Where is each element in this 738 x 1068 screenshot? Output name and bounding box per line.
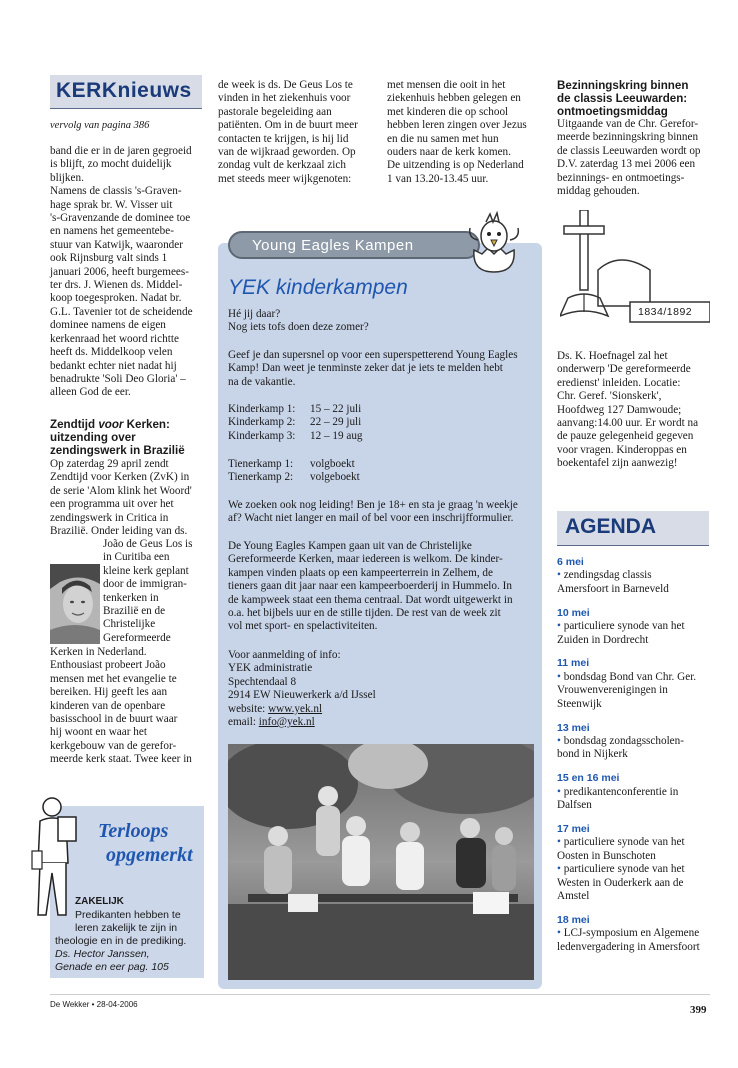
text-line: meerde kerk staat. Twee keer in [50,753,192,766]
agenda-line: Westen in Ouderkerk aan de [557,876,684,889]
text-line: van de wijkraad geworden. Op [218,146,356,159]
yek-title: YEK kinderkampen [228,276,408,299]
text-line: kinderen van de openbare [50,699,166,712]
text-line: ziekenhuis hebben gelegen en [387,92,521,105]
text-line: zendingswerk in Critica in [50,511,169,524]
text-line: hage sprak br. W. Visser uit [50,198,173,211]
text-line: Bezinningskring binnen [557,79,689,92]
terloops-label: ZAKELIJK [75,896,124,907]
text-line: kleine kerk geplant [103,564,189,577]
zendtijd-heading [50,418,210,457]
text-line: met mensen die ooit in het [387,79,506,91]
text-line: heeft ds. Middelkoop velen [50,346,173,359]
text-line: eredienst' inleiden. Locatie: [557,376,681,389]
text-line: De Young Eagles Kampen gaan uit van de Christelijke [228,540,472,552]
text-line: en namens het gemeentebe- [50,225,174,238]
agenda-date: 15 en 16 mei [557,772,620,785]
agenda-item [557,772,722,812]
text-line: ouders naar de kerk komen. [387,146,511,159]
zendtijd-heading-part: Kerken: [123,418,170,431]
agenda-date: 18 mei [557,913,590,926]
agenda-item [557,607,722,647]
agenda-item [557,657,722,711]
col3-top-text [387,79,547,186]
text-line: is blijft, zo mocht duidelijk [50,158,172,171]
text-line: vol met sport- en spelactiviteiten. [228,620,378,633]
text-line: Gereformeerde Kerken, maar iedereen is welkom. De kinder- [228,553,503,566]
text-line: Christelijke [103,618,156,631]
text-line: de classis Leeuwarden: [557,92,688,105]
agenda-line: Amstel [557,890,590,903]
text-line: Kerken in Nederland. [50,646,147,658]
bullet-icon: • [557,670,564,683]
zendtijd-heading-line3: zendingswerk in Brazilië [50,444,185,457]
kerknieuws-title: KERKnieuws [56,79,192,102]
yek-paragraph-1 [228,349,538,389]
agenda-date: 6 mei [557,556,584,568]
text-line: af? Wacht niet langer en mail of bel voor een inschrijfformulier. [228,512,514,525]
text-line: met steeds meer wijkgenoten: [218,172,352,185]
text-line: Namens de classis 's-Graven- [50,185,182,198]
text-line: Ds. K. Hoefnagel zal het [557,350,668,362]
zendtijd-heading-italic: voor [98,418,124,431]
text-line: januari 2006, heeft burgemees- [50,265,189,278]
page-number: 399 [690,1004,707,1016]
text-line: aanvang:14.00 uur. Er wordt na [557,417,699,430]
text-line: alleen God de eer. [50,386,131,399]
footer-rule [50,994,710,995]
text-line: João de Geus Los is [103,538,193,550]
text-line: boekentafel zijn aanwezig! [557,457,678,470]
text-line: 's-Gravenzande de dominee toe [50,212,191,225]
email-label: email: [228,716,259,729]
text-line: 1 van 13.20-13.45 uur. [387,172,489,185]
yek-intro [228,308,538,335]
footer-publication: De Wekker • 28-04-2006 [50,1000,138,1009]
text-line: basisschool in de buurt waar [50,713,178,726]
text-line: bereiken. Hij geeft les aan [50,686,168,699]
bezinning-text2 [557,350,722,471]
text-line: kerkgebouw van de gerefor- [50,739,177,752]
campers-photo-image [228,744,534,980]
bullet-icon: • [557,927,564,940]
text-line: de kampweek staat een thema centraal. Dat wordt uitgewerkt in [228,593,513,606]
agenda-item [557,556,722,596]
text-line: hebben leren zingen over Jezus [387,119,527,132]
bullet-icon: • [557,863,564,876]
text-line: tenkerken in [103,591,159,604]
text-line: De uitzending is op Nederland [387,159,524,172]
camp-row [228,458,428,471]
camp-list [228,403,428,443]
text-line: stuur van Katwijk, waaronder [50,238,183,251]
agenda-date: 11 mei [557,657,590,670]
yek-banner [228,231,480,259]
agenda-line: • particuliere synode van het [557,836,685,849]
text-line: kerkenraad het woord richtte [50,332,179,345]
agenda-date: 17 mei [557,823,590,835]
tiener-list [228,458,428,485]
agenda-line: Steenwijk [557,697,602,710]
text-line: pastorale begeleiding aan [218,105,332,118]
agenda-line: • predikantenconferentie in [557,785,679,798]
text-line: bedankt echter niet nadat hij [50,359,177,372]
website-link[interactable]: www.yek.nl [268,702,323,715]
camp-date: volgeboekt [310,471,360,484]
camp-date: volgboekt [310,458,355,470]
yek-email-line [228,716,538,729]
bezinning-heading [557,79,717,118]
text-line: Kamp! Dan weet je tenminste zeker dat je iets te melden hebt [228,362,503,375]
text-line: de week is ds. De Geus Los te [218,79,353,91]
text-line: de pauze gelegenheid gegeven [557,430,694,443]
agenda-line: Vrouwenverenigingen in [557,684,668,697]
camp-name: Tienerkamp 2: [228,471,294,484]
text-line: Enthousiast probeert João [50,659,166,672]
agenda-line: bond in Nijkerk [557,748,628,761]
text-line: Zendtijd voor Kerken (ZvK) in [50,471,190,484]
yek-paragraph-3 [228,540,538,634]
agenda-line: • bondsdag zondagsscholen- [557,734,684,747]
text-line: bezinnings- en ontmoetings- [557,171,685,184]
agenda-item [557,823,722,903]
text-line: Voor aanmelding of info: [228,649,341,661]
text-line: de serie 'Alom klink het Woord' [50,484,192,497]
yek-paragraph-2 [228,499,538,526]
bullet-icon: • [557,620,564,633]
text-line: zondag vult de kerkzaal zich [218,159,346,172]
eagle-chick-icon [466,210,522,279]
camp-date: 22 – 29 juli [310,416,362,429]
text-line: benadrukte 'Soli Deo Gloria' – [50,372,186,385]
bullet-icon: • [557,734,564,747]
camp-row [228,430,428,443]
agenda-line: • zendingsdag classis [557,569,652,582]
text-line: We zoeken ook nog leiding! Ben je 18+ en sta je graag 'n weekje [228,499,518,511]
zendtijd-heading-part: Zendtijd [50,418,99,431]
camp-date: 15 – 22 juli [310,403,362,415]
agenda-line: • particuliere synode van het [557,863,685,876]
text-line: patiënten. Om in de buurt meer [218,119,358,132]
text-line: D.V. zaterdag 13 mei 2006 een [557,158,696,171]
agenda-line: • bondsdag Bond van Chr. Ger. [557,670,697,683]
text-line: koop toegesproken. Nadat br. [50,292,182,305]
text-line: voor vragen. Kinderoppas en [557,443,687,456]
text-line: Nog iets tofs doen deze zomer? [228,321,369,334]
agenda-item [557,914,722,954]
text-line: Brazilië en de [103,605,166,618]
camp-name: Kinderkamp 2: [228,416,296,429]
text-line: Hé jij daar? [228,308,281,320]
text-line: Hoofdweg 127 Damwoude; [557,403,682,416]
text-line: 2914 EW Nieuwerkerk a/d IJssel [228,689,376,702]
text-line: hij woont en waar het [50,726,147,739]
camp-name: Tienerkamp 1: [228,458,294,470]
bullet-icon: • [557,785,564,798]
text-line: Geef je dan supersnel op voor een superspetterend Young Eagles [228,349,518,361]
text-line: onderwerp 'De gereformeerde [557,363,691,376]
kerknieuws-header [50,75,202,109]
yek-banner-text: Young Eagles Kampen [252,237,414,254]
yek-contact [228,649,538,729]
text-line: door de immigran- [103,578,187,591]
agenda-date: 13 mei [557,721,590,734]
agenda-title: AGENDA [565,515,657,538]
camp-row [228,471,428,484]
terloops-title-2: opgemerkt [106,844,193,866]
bezinning-text [557,118,722,198]
text-line: in Curitiba een [103,551,170,564]
kerknieuws-para1 [50,145,210,400]
terloops-source-2: Genade en eer pag. 105 [55,961,169,973]
camp-date: 12 – 19 aug [310,429,363,442]
agenda-date: 10 mei [557,606,590,619]
agenda-line: • particuliere synode van het [557,620,685,633]
terloops-quote-a [75,909,205,935]
portrait-image [50,564,100,644]
portrait-photo [50,564,100,644]
text-line: een programma uit over het [50,498,174,511]
text-line: en die nu samen met hun [387,132,499,145]
text-line: Op zaterdag 29 april zendt [50,458,169,470]
text-line: kampen vinden plaats op een kampeerterrein in Zelhem, de [228,566,493,579]
camp-row [228,416,428,429]
camp-row [228,403,428,416]
logo-year: 1834/1892 [638,306,693,318]
email-link[interactable]: info@yek.nl [258,716,315,729]
text-line: Spechtendaal 8 [228,675,297,688]
campers-photo [228,744,534,980]
agenda-line: • LCJ-symposium en Algemene [557,927,700,940]
agenda-line: Dalfsen [557,799,592,812]
text-line: vinden in het ziekenhuis voor [218,92,351,105]
text-line: meerde bezinningskring binnen [557,131,699,144]
zendtijd-heading-line2: uitzending over [50,431,136,444]
text-line: contacten te krijgen, is hij lid [218,132,349,145]
text-line: na de vakantie. [228,375,296,388]
text-line: Chr. Geref. 'Sionskerk', [557,390,662,403]
agenda-list [557,556,722,965]
agenda-line: Zuiden in Dordrecht [557,633,649,646]
text-line: Gereformeerde [103,631,171,644]
terloops-source-1: Ds. Hector Janssen, [55,948,150,960]
vervolg-note: vervolg van pagina 386 [50,120,150,131]
text-line: middag gehouden. [557,185,640,198]
text-line: ter drs. J. Wienen ds. Middel- [50,279,183,292]
agenda-line: Amersfoort in Barneveld [557,582,669,595]
camp-name: Kinderkamp 3: [228,429,296,442]
zendtijd-para-end [50,646,210,767]
text-line: ook Rijnsburg valt sinds 1 [50,252,168,265]
text-line: o.a. het bijbels uur en de stille tijden. De rest van de week zit [228,607,501,620]
text-line: ontmoetingsmiddag [557,105,668,118]
bullet-icon: • [557,836,564,849]
camp-name: Kinderkamp 1: [228,403,296,415]
church-logo [560,210,710,340]
agenda-item [557,722,722,762]
yek-contact-lines [228,649,538,703]
text-line: met kinderen die op school [387,105,509,118]
terloops-line: leren zakelijk te zijn in [75,922,178,934]
col2-top-text [218,79,383,186]
text-line: de classis Leeuwarden wordt op [557,144,701,157]
agenda-line: ledenvergadering in Amersfoort [557,940,700,953]
text-line: blijken. [50,171,84,184]
text-line: mensen met het evangelie te [50,672,177,685]
agenda-header [557,511,709,546]
reading-man-icon [30,793,80,928]
bullet-icon: • [557,569,564,582]
zendtijd-para-full [50,458,210,538]
agenda-line: Oosten in Bunschoten [557,849,656,862]
text-line: band die er in de jaren gegroeid [50,145,192,157]
text-line: Brazilië. Onder leiding van ds. [50,525,188,538]
text-line: Uitgaande van de Chr. Gerefor- [557,118,699,130]
terloops-line: Predikanten hebben te [75,909,181,921]
text-line: G.L. Tavenier tot de scheidende [50,305,193,318]
terloops-quote-b: theologie en in de prediking. [55,935,187,947]
text-line: YEK administratie [228,662,313,675]
text-line: dominee namens de eigen [50,319,166,332]
text-line: tieners gaan dit jaar naar een kampeerboerderij in Hummelo. In [228,580,512,593]
website-label: website: [228,702,269,715]
zendtijd-para-indent [103,538,211,645]
yek-website-line [228,703,538,716]
terloops-title-1: Terloops [98,820,169,842]
